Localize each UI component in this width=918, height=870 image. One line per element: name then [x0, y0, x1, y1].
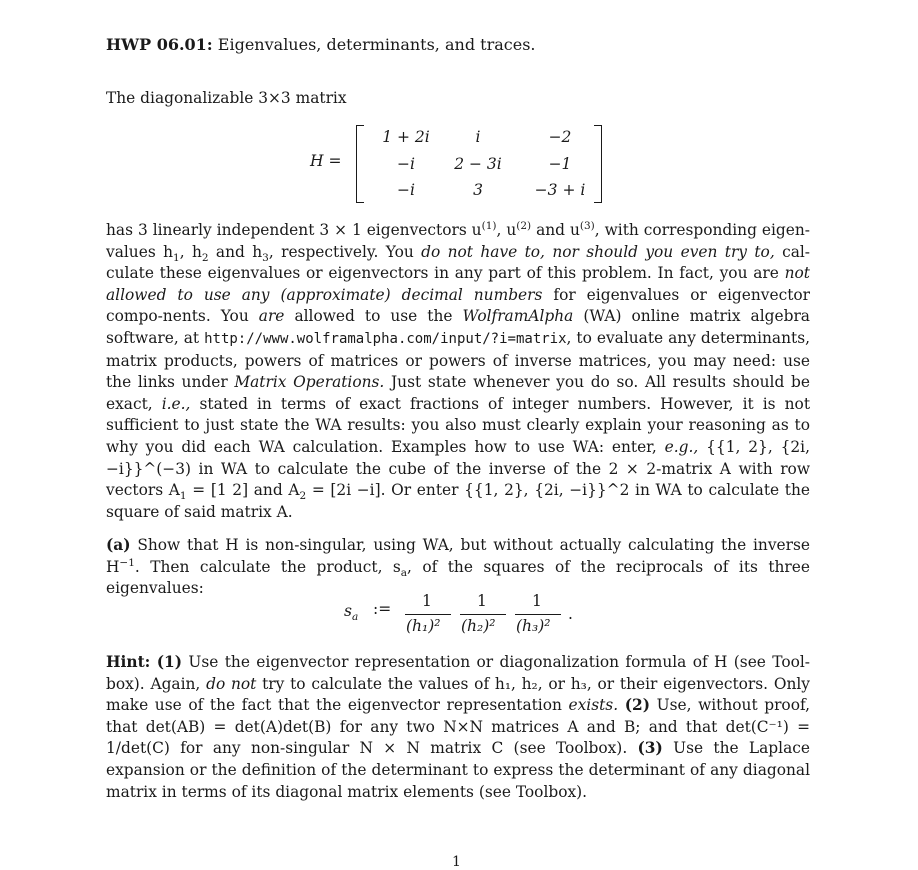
frac-line-2 [460, 614, 506, 615]
problem-title: Eigenvalues, determinants, and traces. [217, 35, 536, 54]
matrix-cell-3-2: 3 [473, 181, 483, 199]
left-bracket [356, 125, 364, 203]
matrix-cell-3-1: −i [397, 181, 415, 199]
wolfram-link[interactable]: http://www.wolframalpha.com/input/?i=matrix [204, 330, 567, 347]
frac-line-3 [515, 614, 561, 615]
formula-lhs: $s_a$ [344, 602, 359, 624]
formula-assign: := [373, 600, 392, 618]
main-paragraph: has 3 linearly independent 3 × 1 eigenvectors $u^{(1)}$, $u^{(2)}$ and $u^{(3)}$, with corresponding eigen-values $h_1$, $h_2$ and $h_3$, respectively. You do not have to, nor should you even try to, cal-culate these eigenvalues or eigenvectors in any part of this problem. In fact, you are not allowed to use any (approximate) decimal numbers for eigenvalues or eigenvector compo-nents. You are allowed to use the WolframAlpha (WA) online matrix algebra software, at http://www.wolframalpha.com/input/?i=matrix, to evaluate any determinants, matrix products, powers of matrices or powers of inverse matrices, you may need: use the links under Matrix Operations. Just state whenever you do so. All results should be exact, i.e., stated in terms of exact fractions of integer numbers. However, it is not sufficient to just state the WA results: you also must clearly explain your reasoning as to why you did each WA calculation. Examples how to use WA: enter, e.g., {{1, 2}, {2i, −i}}^(−3) in WA to calculate the cube of the inverse of the 2 × 2-matrix A with row vectors $A_1 = [1$ 2] and $A_2 = [2i -i]$. Or enter {{1, 2}, {2i, −i}}^2 in WA to calculate the square of said matrix A. [106, 219, 811, 521]
formula-end: . [568, 605, 573, 623]
matrix-cell-3-3: −3 + i [534, 181, 586, 199]
formula-den-3: (h₃)² [516, 617, 551, 635]
formula-num-2: 1 [477, 592, 487, 610]
matrix-cell-2-2: 2 − 3i [454, 155, 502, 173]
formula-den-2: (h₂)² [461, 617, 496, 635]
matrix-cell-2-1: −i [397, 155, 415, 173]
matrix-h [310, 120, 610, 204]
hint-paragraph: Hint: (1) Use the eigenvector representation or diagonalization formula of H (see Tool-box). Again, do not try to calculate the values of h₁, h₂, or h₃, or their eigenvectors. Only make use of the fact that the eigenvector representation exists. (2) Use, without proof, that det(AB) = det(A)det(B) for any two N×N matrices A and B; and that det(C⁻¹) = 1/det(C) for any non-singular N × N matrix C (see Toolbox). (3) Use the Laplace expansion or the definition of the determinant to express the determinant of any diagonal matrix in terms of its diagonal matrix elements (see Toolbox). [106, 653, 811, 801]
page-title [106, 35, 535, 54]
page-number: 1 [452, 854, 461, 870]
matrix-cell-1-2: i [475, 128, 481, 146]
hint-label: Hint: [106, 653, 151, 671]
matrix-cell-1-3: −2 [548, 128, 572, 146]
part-a-paragraph: (a) Show that H is non-singular, using WA, but without actually calculating the inverse $H^{-1}$. Then calculate the product, $s_a$, of the squares of the reciprocals of its three eigenvalues: [106, 536, 810, 598]
intro-text: The diagonalizable 3×3 matrix [106, 89, 347, 107]
formula-den-1: (h₁)² [406, 617, 441, 635]
formula-num-1: 1 [422, 592, 432, 610]
problem-label: HWP 06.01: [106, 35, 213, 54]
matrix-cell-1-1: 1 + 2i [382, 128, 430, 146]
matrix-label: H = [310, 152, 342, 170]
frac-line-1 [405, 614, 451, 615]
formula-num-3: 1 [532, 592, 542, 610]
part-a-label: (a) [106, 536, 131, 554]
matrix-cell-2-3: −1 [548, 155, 572, 173]
